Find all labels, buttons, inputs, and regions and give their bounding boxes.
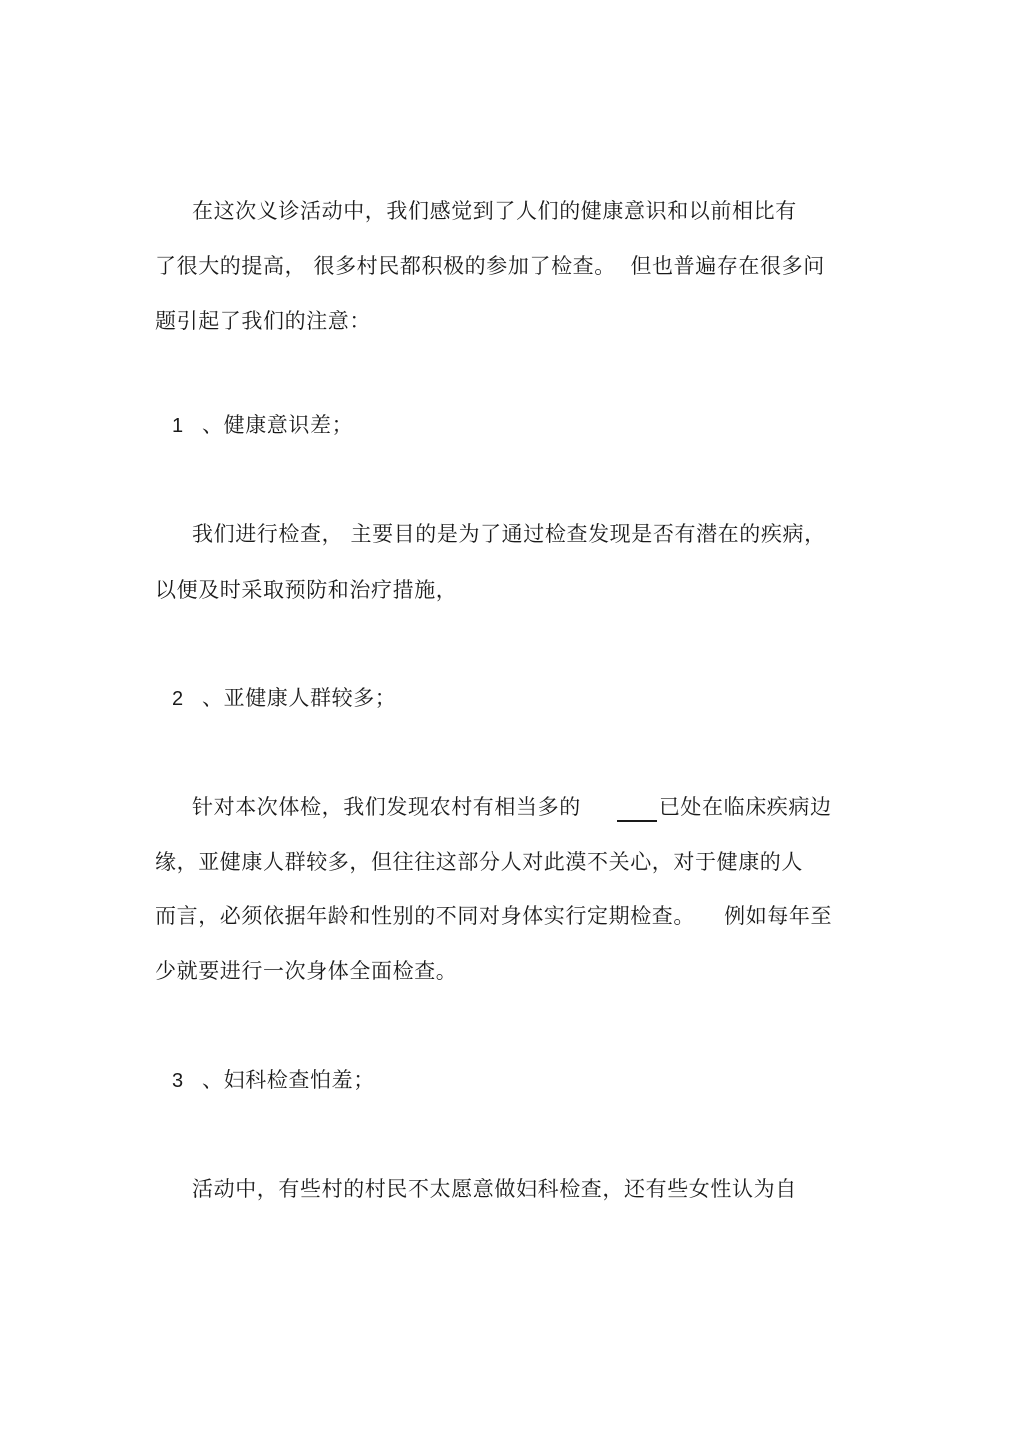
para4-line1: 活动中，有些村的村民不太愿意做妇科检查，还有些女性认为自 <box>192 1177 797 1201</box>
para3-line1-end: 已处在临床疾病边 <box>658 795 832 819</box>
item2-number: 2 <box>172 688 184 710</box>
fill-in-blank <box>617 798 657 822</box>
para1-line3: 题引起了我们的注意： <box>155 309 371 333</box>
item1-heading <box>172 410 353 441</box>
item2-text: 、亚健康人群较多； <box>202 686 397 710</box>
para3-line3: 而言，必须依据年龄和性别的不同对身体实行定期检查。 例如每年至 <box>155 904 833 928</box>
item2-heading <box>172 683 396 714</box>
item1-number: 1 <box>172 415 184 437</box>
para2-line2: 以便及时采取预防和治疗措施， <box>155 578 458 602</box>
para2-line1: 我们进行检查， 主要目的是为了通过检查发现是否有潜在的疾病， <box>192 522 826 546</box>
item3-heading <box>172 1065 375 1096</box>
para3-line1-start: 针对本次体检，我们发现农村有相当多的 <box>192 795 581 819</box>
item3-number: 3 <box>172 1070 184 1092</box>
para1-line1: 在这次义诊活动中，我们感觉到了人们的健康意识和以前相比有 <box>192 199 797 223</box>
item3-text: 、妇科检查怕羞； <box>202 1068 375 1092</box>
item1-text: 、健康意识差； <box>202 413 354 437</box>
para1-line2: 了很大的提高， 很多村民都积极的参加了检查。 但也普遍存在很多问 <box>155 254 825 278</box>
para3-line4: 少就要进行一次身体全面检查。 <box>155 959 458 983</box>
para3-line1 <box>192 792 832 822</box>
para3-line2: 缘，亚健康人群较多，但往往这部分人对此漠不关心，对于健康的人 <box>155 850 803 874</box>
